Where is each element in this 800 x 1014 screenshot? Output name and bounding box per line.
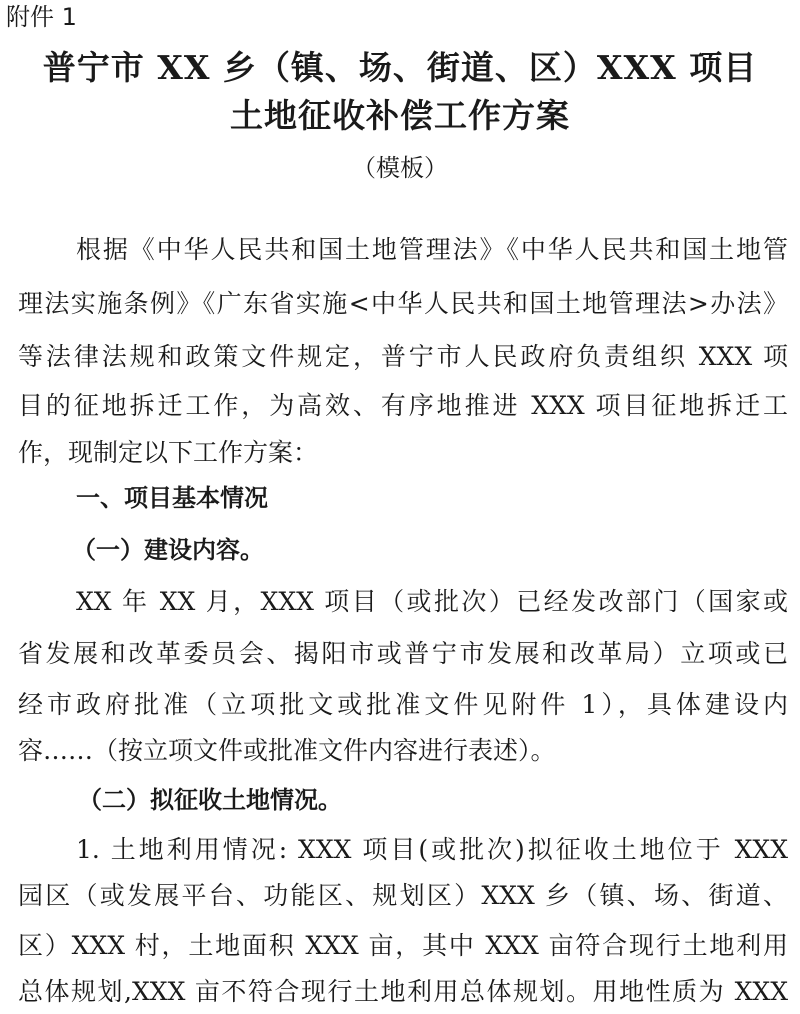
intro-line: 理法实施条例》《广东省实施<中华人民共和国土地管理法>办法》 — [18, 289, 788, 318]
document-title-line-2: 土地征收补偿工作方案 — [230, 96, 570, 135]
document-title-line-1: 普宁市 XX 乡（镇、场、街道、区）XXX 项目 — [42, 48, 758, 87]
subsection1-line: 省发展和改革委员会、揭阳市或普宁市发展和改革局）立项或已 — [18, 639, 788, 668]
attachment-label: 附件 1 — [6, 3, 77, 31]
document-subtitle: （模板） — [352, 154, 448, 182]
subsection2-line: 园区（或发展平台、功能区、规划区）XXX 乡（镇、场、街道、 — [18, 881, 788, 910]
intro-line: 作，现制定以下工作方案： — [18, 438, 319, 467]
subsection-heading: （一）建设内容。 — [72, 535, 264, 564]
subsection2-line: 区）XXX 村，土地面积 XXX 亩，其中 XXX 亩符合现行土地利用 — [18, 931, 788, 960]
subsection1-line: 容……（按立项文件或批准文件内容进行表述）。 — [18, 736, 556, 765]
subsection2-line: 1. 土地利用情况: XXX 项目(或批次)拟征收土地位于 XXX — [76, 835, 788, 864]
intro-line: 根据《中华人民共和国土地管理法》《中华人民共和国土地管 — [76, 235, 788, 264]
subsection-heading: （二）拟征收土地情况。 — [78, 785, 342, 814]
subsection1-line: 经市政府批准（立项批文或批准文件见附件 1），具体建设内 — [18, 690, 788, 719]
section-heading: 一、项目基本情况 — [76, 484, 268, 512]
subsection2-line: 总体规划,XXX 亩不符合现行土地利用总体规划。用地性质为 XXX — [18, 977, 788, 1006]
subsection1-line: XX 年 XX 月，XXX 项目（或批次）已经发改部门（国家或 — [76, 587, 788, 616]
intro-line: 目的征地拆迁工作，为高效、有序地推进 XXX 项目征地拆迁工 — [18, 391, 788, 420]
intro-line: 等法律法规和政策文件规定，普宁市人民政府负责组织 XXX 项 — [18, 342, 788, 371]
